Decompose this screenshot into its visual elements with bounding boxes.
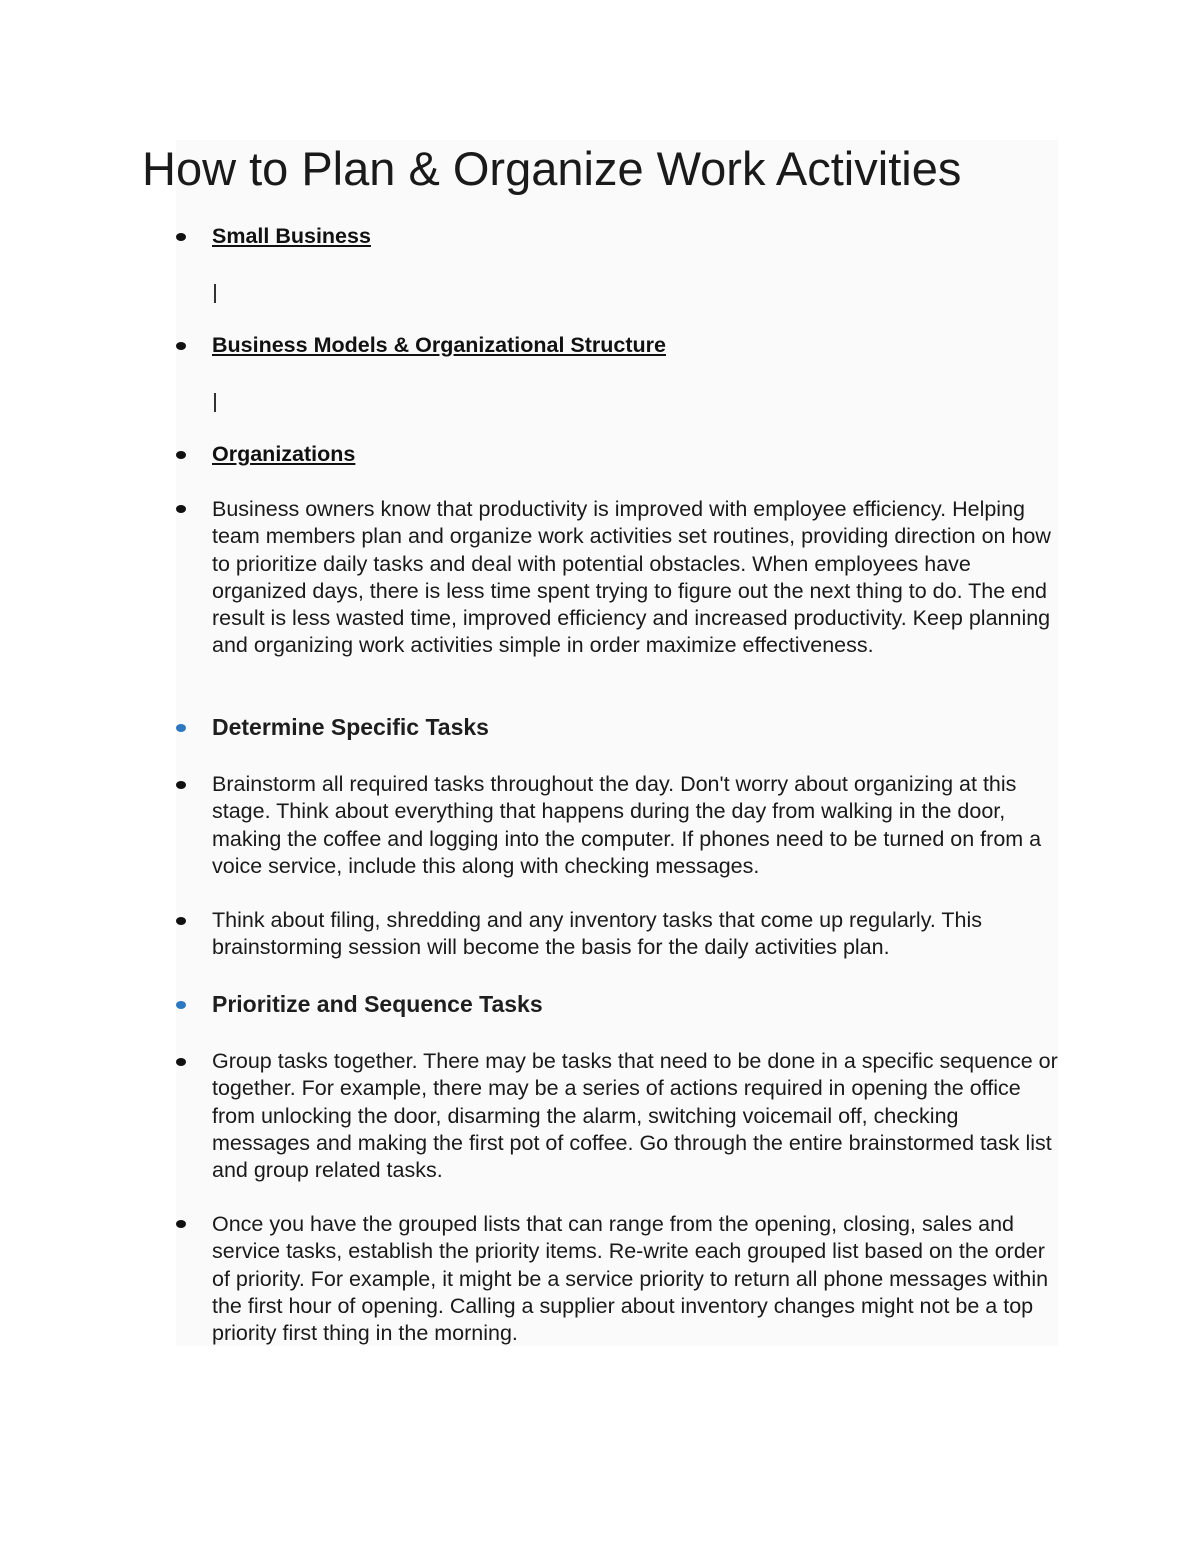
page-title: How to Plan & Organize Work Activities — [142, 142, 962, 195]
bullet — [176, 233, 186, 241]
breadcrumb-link-business-models[interactable]: Business Models & Organizational Structure — [212, 333, 666, 357]
intro-paragraph: Business owners know that productivity is improved with employee efficiency. Helping team members plan and organize work activities set routines, providing direction on how to prioritize daily tasks and deal with potential obstacles. When employees have organized days, there is less time spent trying to figure out the next thing to do. The end result is less wasted time, improved efficiency and increased productivity. Keep planning and organizing work activities simple in order maximize effectiveness. — [212, 497, 1051, 658]
breadcrumb-item — [212, 223, 1062, 250]
heading-bullet — [176, 1001, 186, 1009]
paragraph: Think about filing, shredding and any inventory tasks that come up regularly. This brainstorming session will become the basis for the daily activities plan. — [212, 908, 983, 960]
bullet — [176, 781, 186, 789]
bullet — [176, 451, 186, 459]
heading-bullet — [176, 724, 186, 732]
breadcrumb-item — [212, 332, 1062, 359]
breadcrumb-separator — [214, 284, 216, 303]
paragraph: Brainstorm all required tasks throughout the day. Don't worry about organizing at this stage. Think about everything that happens during the day from walking in the door, making the coffee and logging into the computer. If phones need to be turned on from a voice service, include this along with checking messages. — [212, 772, 1042, 878]
breadcrumb-link-organizations[interactable]: Organizations — [212, 442, 356, 466]
paragraph: Group tasks together. There may be tasks that need to be done in a specific sequence or together. For example, there may be a series of actions required in opening the office from unlocking the door, disarming the alarm, switching voicemail off, checking messages and making the first pot of coffee. Go through the entire brainstormed task list and group related tasks. — [212, 1049, 1058, 1183]
section-heading-prioritize-tasks: Prioritize and Sequence Tasks — [212, 991, 543, 1017]
bullet — [176, 342, 186, 350]
paragraph: Once you have the grouped lists that can range from the opening, closing, sales and service tasks, establish the priority items. Re-write each grouped list based on the order of priority. For example, it might be a service priority to return all phone messages within the first hour of opening. Calling a supplier about inventory changes might not be a top priority first thing in the morning. — [212, 1212, 1049, 1346]
breadcrumb-link-small-business[interactable]: Small Business — [212, 224, 371, 248]
bullet — [176, 1220, 186, 1228]
bullet — [176, 505, 186, 513]
breadcrumb-item — [212, 441, 1062, 468]
bullet — [176, 917, 186, 925]
bullet — [176, 1058, 186, 1066]
section-heading-determine-tasks: Determine Specific Tasks — [212, 714, 489, 740]
breadcrumb-separator — [214, 393, 216, 412]
